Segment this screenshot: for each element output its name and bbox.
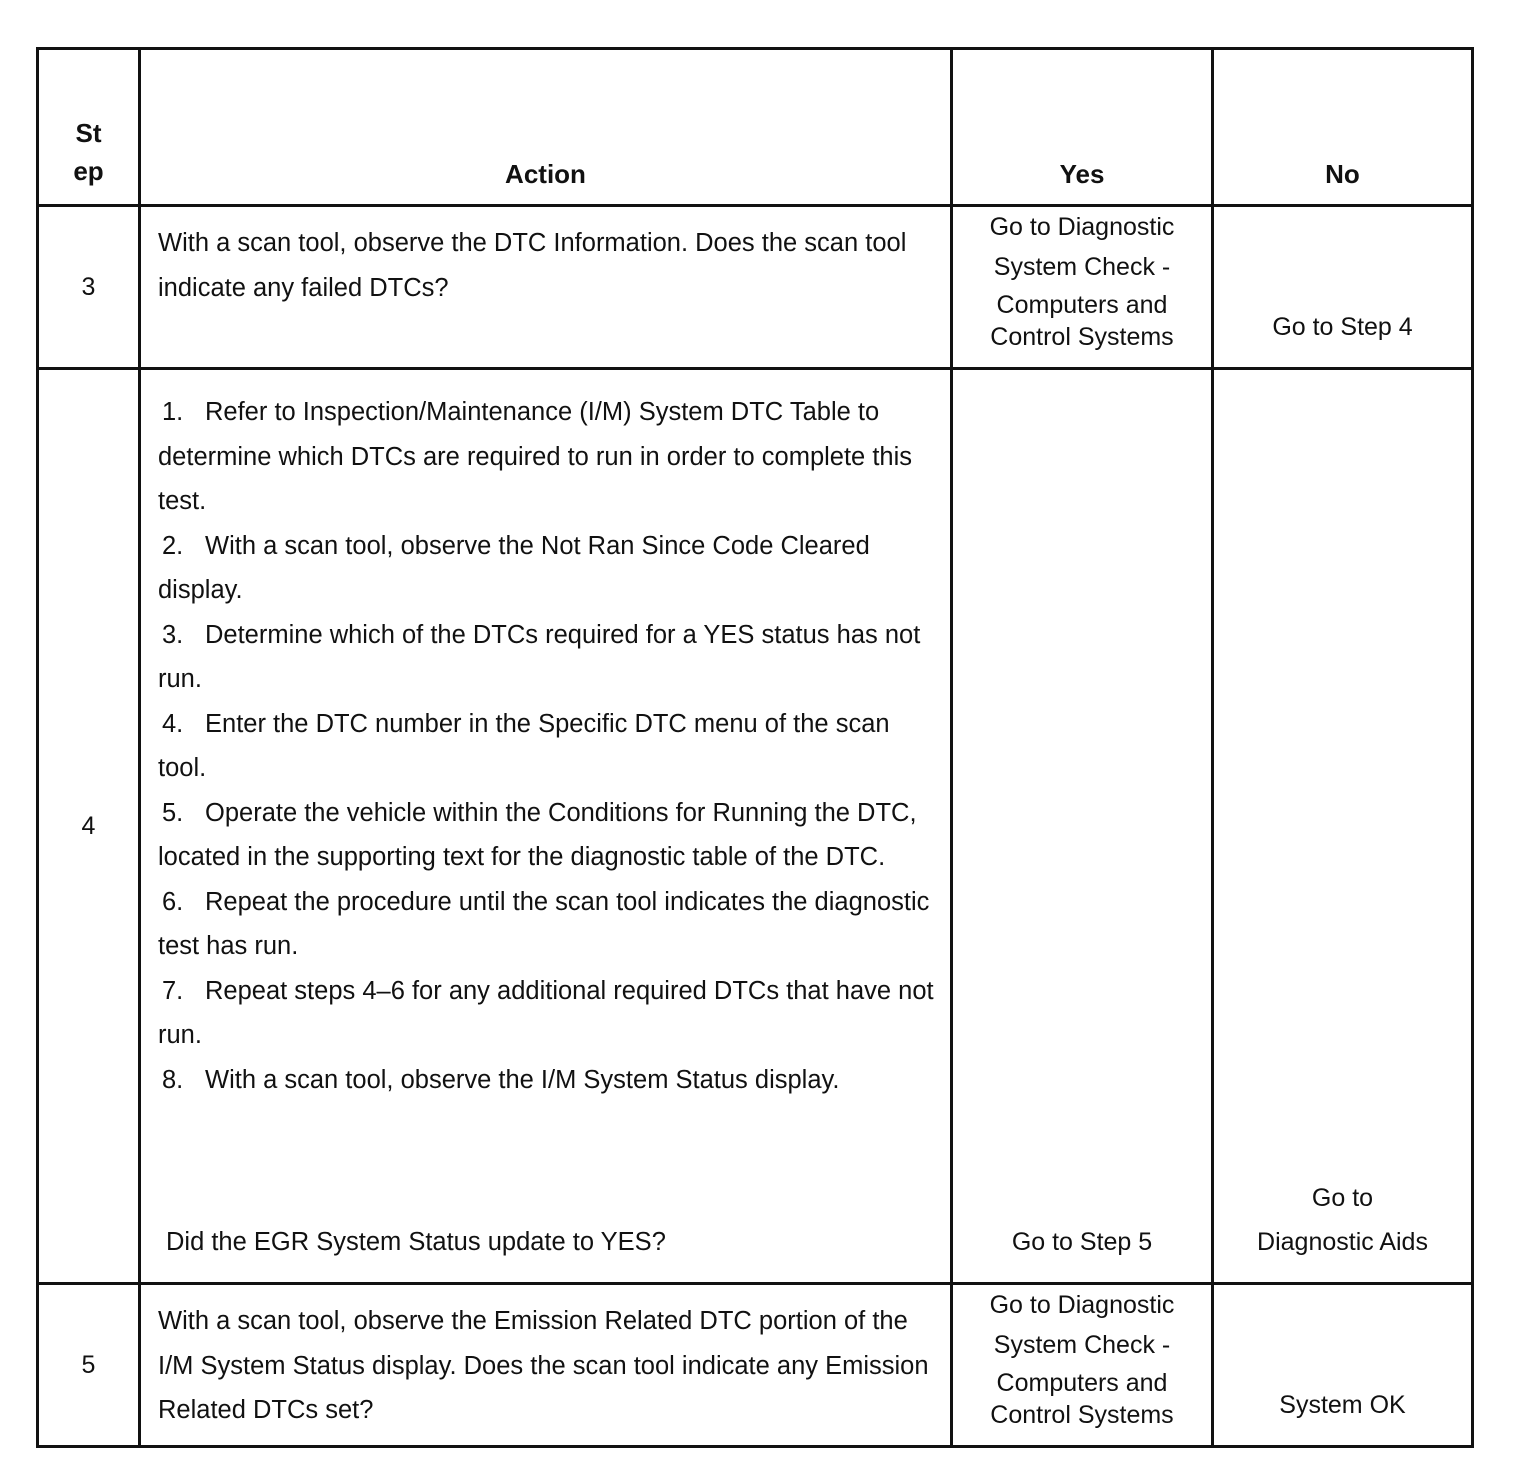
step-number: 5 (38, 1284, 140, 1447)
yes-outcome (953, 207, 1211, 353)
list-item-text: With a scan tool, observe the Not Ran Since Code Cleared display. (158, 531, 870, 604)
no-cell (1213, 1284, 1473, 1447)
list-item-text: Repeat the procedure until the scan tool indicates the diagnostic test has run. (158, 887, 930, 960)
column-header-no: No (1213, 49, 1473, 206)
list-item (158, 791, 940, 880)
list-item-number: 4. (162, 709, 184, 738)
yes-line: System Check - (993, 253, 1171, 281)
list-item (158, 969, 940, 1058)
action-cell (140, 1284, 952, 1447)
list-item-number: 1. (162, 398, 184, 426)
list-item-text: Determine which of the DTCs required for a YES status has not run. (158, 620, 921, 693)
list-item (158, 524, 940, 613)
no-cell (1213, 206, 1473, 369)
list-item (158, 613, 940, 702)
yes-line: System Check - (993, 1331, 1171, 1359)
no-outcome (1214, 1176, 1471, 1264)
list-item (158, 880, 940, 969)
list-item-text: Repeat steps 4–6 for any additional required DTCs that have not run. (158, 976, 934, 1049)
diagnostic-procedure-table (36, 47, 1474, 1448)
action-question: Did the EGR System Status update to YES? (166, 1227, 666, 1256)
action-text: With a scan tool, observe the Emission Related DTC portion of the I/M System Status display. Does the scan tool indicate any Emission Related DTCs set? (158, 1307, 929, 1424)
yes-line: Go to Diagnostic (989, 213, 1175, 241)
yes-line: Control Systems (990, 323, 1174, 351)
no-outcome: Go to Step 4 (1272, 313, 1413, 341)
yes-cell (952, 369, 1213, 1284)
action-cell (140, 369, 952, 1284)
column-header-action: Action (140, 49, 952, 206)
no-outcome: System OK (1279, 1391, 1406, 1419)
action-text: With a scan tool, observe the DTC Information. Does the scan tool indicate any failed DTCs? (158, 229, 907, 302)
list-item-number: 6. (162, 887, 184, 916)
list-item-text: Enter the DTC number in the Specific DTC menu of the scan tool. (158, 709, 890, 782)
no-line: Diagnostic Aids (1257, 1228, 1428, 1256)
action-cell (140, 206, 952, 369)
table-header-row (38, 49, 1473, 206)
table-row (38, 1284, 1473, 1447)
yes-cell (952, 1284, 1213, 1447)
step-number: 4 (38, 369, 140, 1284)
list-item (158, 702, 940, 791)
column-header-yes: Yes (952, 49, 1213, 206)
yes-line: Control Systems (990, 1401, 1174, 1429)
column-header-step (38, 49, 140, 206)
list-item-number: 3. (162, 620, 184, 649)
list-item-number: 5. (162, 798, 184, 827)
no-cell (1213, 369, 1473, 1284)
list-item-number: 7. (162, 976, 184, 1005)
list-item-number: 2. (162, 531, 184, 560)
yes-cell (952, 206, 1213, 369)
step-header-line: ep (73, 156, 104, 186)
list-item-number: 8. (162, 1065, 184, 1094)
list-item (158, 390, 940, 524)
list-item (158, 1058, 940, 1103)
step-header-line: St (75, 118, 102, 148)
action-steps-list (141, 370, 950, 1102)
no-line: Go to (1311, 1184, 1374, 1212)
list-item-text: Refer to Inspection/Maintenance (I/M) System DTC Table to determine which DTCs are required to run in order to complete this test. (158, 398, 913, 515)
table-row (38, 206, 1473, 369)
list-item-text: Operate the vehicle within the Conditions for Running the DTC, located in the supporting text for the diagnostic table of the DTC. (158, 798, 917, 871)
step-number: 3 (38, 206, 140, 369)
yes-line: Computers and (996, 1369, 1168, 1397)
yes-outcome: Go to Step 5 (1011, 1228, 1153, 1256)
yes-outcome (953, 1285, 1211, 1431)
list-item-text: With a scan tool, observe the I/M System Status display. (205, 1065, 840, 1094)
yes-line: Go to Diagnostic (989, 1291, 1175, 1319)
table-row (38, 369, 1473, 1284)
yes-line: Computers and (996, 291, 1168, 319)
